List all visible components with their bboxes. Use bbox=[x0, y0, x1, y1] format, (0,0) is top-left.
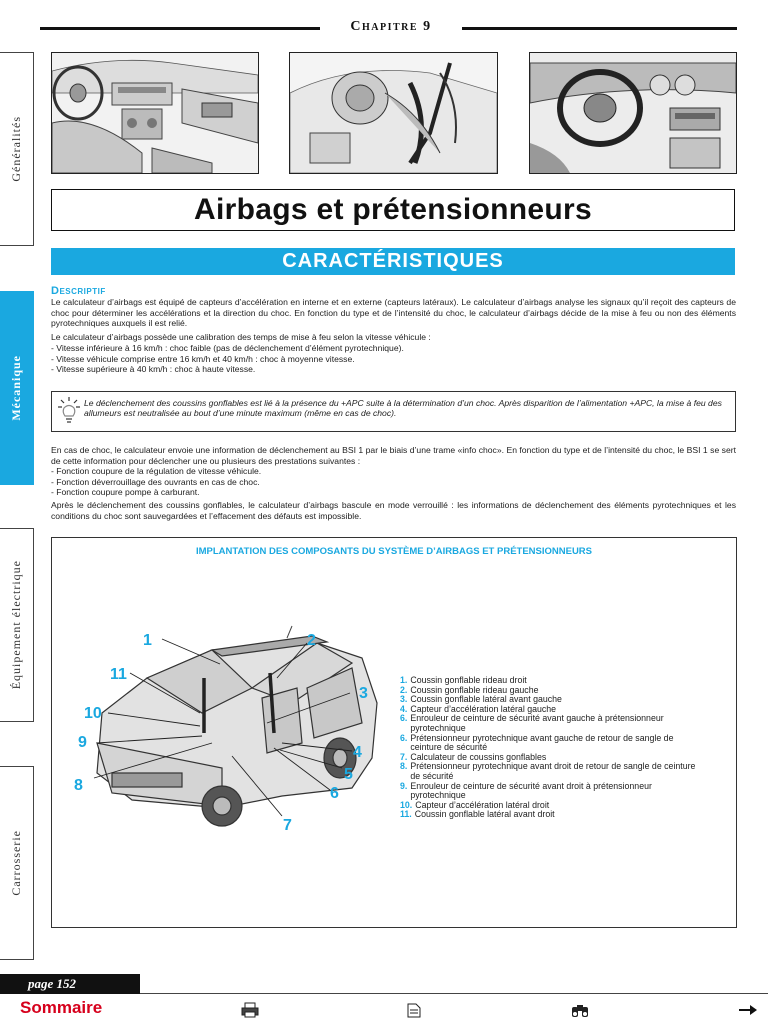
section-heading: CARACTÉRISTIQUES bbox=[51, 248, 735, 275]
footer-rule bbox=[140, 993, 768, 994]
list-item: - Fonction coupure de la régulation de vitesse véhicule. bbox=[51, 466, 262, 476]
header-rule-left bbox=[40, 27, 320, 30]
legend-item: 2. Coussin gonflable rideau gauche bbox=[400, 684, 539, 695]
list-item: - Fonction coupure pompe à carburant. bbox=[51, 487, 200, 497]
tab-label: Généralités bbox=[9, 116, 23, 182]
figure-legend bbox=[400, 676, 700, 820]
tab-carrosserie[interactable] bbox=[0, 766, 34, 960]
tab-label: Mécanique bbox=[9, 355, 23, 421]
paragraph-calibration: Le calculateur d’airbags possède une calibration des temps de mise à feu selon la vitesse véhicule : bbox=[51, 332, 431, 342]
sommaire-link[interactable]: Sommaire bbox=[20, 998, 103, 1017]
legend-item: 11. Coussin gonflable latéral avant droit bbox=[400, 809, 555, 820]
legend-item: 7. Calculateur de coussins gonflables bbox=[400, 751, 547, 762]
legend-item: 6. Prétensionneur pyrotechnique avant gauche de retour de sangle de ceinture de sécurité bbox=[400, 732, 674, 753]
note-box bbox=[51, 391, 736, 432]
tab-label: Équipement électrique bbox=[9, 560, 23, 690]
dashboard-illustration-2 bbox=[529, 52, 737, 174]
paragraph-intro: Le calculateur d’airbags est équipé de capteurs d’accélération en interne et en externe (capteurs latéraux). Le calculateur d’airbags analyse les signaux qu’il reçoit des capteurs de choc pour déterminer les accélérations et la direction du choc. En fonction du type et de l’intensité du choc, le calculateur d’airbags décide de la mise à feu ou non des éléments pyrotechniques auxquels il est relié. bbox=[51, 297, 736, 328]
tab-equipement-electrique[interactable] bbox=[0, 528, 34, 722]
callout-6: 6 bbox=[330, 785, 339, 802]
paragraph-bsi: En cas de choc, le calculateur envoie une information de déclenchement au BSI 1 par le biais d’une trame «info choc». En fonction du type et de l’intensité du choc, le BSI 1 se sert de cette information pour déclencher une ou plusieurs des prestations suivantes : bbox=[51, 445, 736, 466]
airbag-seat-illustration bbox=[289, 52, 498, 174]
next-arrow-icon[interactable] bbox=[738, 1002, 758, 1018]
list-item: - Vitesse inférieure à 16 km/h : choc faible (pas de déclenchement d’élément pyrotechnique). bbox=[51, 343, 404, 353]
callout-1: 1 bbox=[143, 632, 152, 649]
page-title: Airbags et prétensionneurs bbox=[51, 189, 735, 231]
callout-2: 2 bbox=[307, 632, 316, 649]
legend-item: 4. Capteur d’accélération latéral gauche bbox=[400, 703, 557, 714]
legend-item: 3. Coussin gonflable latéral avant gauche bbox=[400, 694, 562, 705]
speed-list bbox=[51, 343, 736, 375]
callout-4: 4 bbox=[353, 744, 362, 761]
function-list bbox=[51, 466, 736, 498]
note-text: Le déclenchement des coussins gonflables est lié à la présence du +APC suite à la détermination d’un choc. Après disparition de l’alimentation +APC, la mise à feu des allumeurs est neutralisée au bout d’une minute maximum (même en cas de choc). bbox=[84, 398, 722, 418]
print-icon[interactable] bbox=[240, 1002, 260, 1018]
callout-5: 5 bbox=[344, 766, 353, 783]
legend-item: 1. Coussin gonflable rideau droit bbox=[400, 675, 527, 685]
figure-title: IMPLANTATION DES COMPOSANTS DU SYSTÈME D’AIRBAGS ET PRÉTENSIONNEURS bbox=[195, 546, 593, 557]
callout-7: 7 bbox=[283, 817, 292, 834]
callout-11: 11 bbox=[110, 666, 127, 683]
paragraph-locked-mode: Après le déclenchement des coussins gonflables, le calculateur d’airbags bascule en mode verrouillé : les informations de déclenchement des éléments pyrotechniques et les conditions du choc sont sauvegardées et l’effacement des défauts est impossible. bbox=[51, 500, 736, 521]
legend-item: 10. Capteur d’accélération latéral droit bbox=[400, 799, 550, 810]
legend-item: 9. Enrouleur de ceinture de sécurité avant droit à prétensionneur pyrotechnique bbox=[400, 780, 652, 801]
tab-label: Carrosserie bbox=[9, 830, 23, 896]
legend-item: 6. Enrouleur de ceinture de sécurité avant gauche à prétensionneur pyrotechnique bbox=[400, 713, 664, 733]
tab-mecanique[interactable] bbox=[0, 291, 34, 485]
header-rule-right bbox=[462, 27, 737, 30]
binoculars-icon[interactable] bbox=[570, 1002, 590, 1018]
chapter-title: Chapitre 9 bbox=[350, 19, 432, 34]
list-item: - Vitesse véhicule comprise entre 16 km/h et 40 km/h : choc à moyenne vitesse. bbox=[51, 353, 355, 364]
list-item: - Vitesse supérieure à 40 km/h : choc à haute vitesse. bbox=[51, 364, 256, 374]
tab-generalites[interactable] bbox=[0, 52, 34, 246]
lightbulb-icon bbox=[58, 396, 80, 426]
callout-3: 3 bbox=[359, 685, 368, 702]
callout-10: 10 bbox=[84, 705, 102, 722]
document-icon[interactable] bbox=[404, 1002, 424, 1018]
legend-item: 8. Prétensionneur pyrotechnique avant droit de retour de sangle de ceinture de sécurité bbox=[400, 761, 696, 781]
page-number: page 152 bbox=[0, 974, 140, 994]
callout-9: 9 bbox=[78, 734, 87, 751]
list-item: - Fonction déverrouillage des ouvrants en cas de choc. bbox=[51, 476, 260, 487]
callout-8: 8 bbox=[74, 777, 83, 794]
dashboard-illustration-1 bbox=[51, 52, 259, 174]
subheading: Descriptif bbox=[51, 285, 106, 297]
